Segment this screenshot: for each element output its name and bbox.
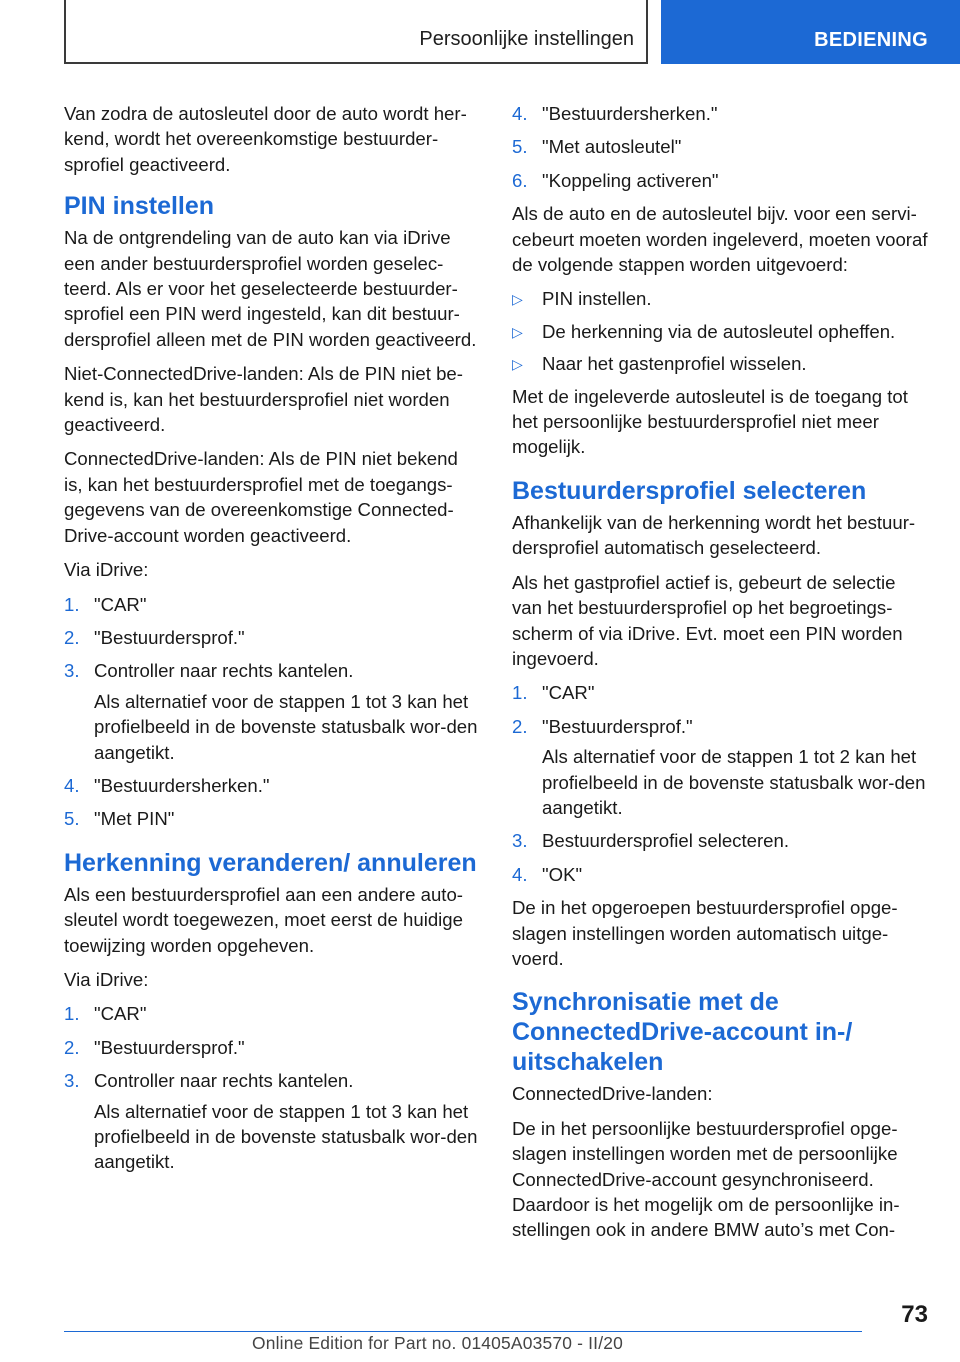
- step-number: 5.: [512, 136, 528, 158]
- step-number: 1.: [64, 1003, 80, 1025]
- pin-paragraph-3: ConnectedDrive-landen: Als de PIN niet bekend is, kan het bestuurdersprofiel met de toegangs-gegevens van de overeenkomstige Connected-Drive-account worden geactiveerd.: [64, 448, 458, 546]
- select-paragraph-1: Afhankelijk van de herkenning wordt het bestuur-dersprofiel automatisch geselecteerd.: [512, 511, 916, 559]
- select-paragraph-2: Als het gastprofiel actief is, gebeurt de selectie van het bestuurdersprofiel op het begroetings-scherm of via iDrive. Evt. moet een PIN worden ingevoerd.: [512, 571, 903, 669]
- service-paragraph-2: Met de ingeleverde autosleutel is de toegang tot het persoonlijke bestuurdersprofiel niet meer mogelijk.: [512, 385, 908, 458]
- pin-paragraph-2: Niet-ConnectedDrive-landen: Als de PIN niet be-kend is, kan het bestuurdersprofiel niet worden geactiveerd.: [64, 363, 463, 436]
- step-text: Bestuurdersprofiel selecteren.: [542, 830, 790, 852]
- via-idrive-label: Via iDrive:: [64, 968, 149, 990]
- sync-paragraph-1: ConnectedDrive-landen:: [512, 1083, 713, 1105]
- step-number: 4.: [64, 774, 80, 796]
- triangle-bullet-icon: ▷: [512, 291, 523, 308]
- steps-list: [64, 1001, 479, 1174]
- footer-divider: [64, 1331, 862, 1332]
- left-column: [64, 101, 479, 1183]
- right-column: [512, 101, 930, 1243]
- step-text: "Bestuurdersherken.": [94, 774, 270, 796]
- step-text: "Bestuurdersherken.": [542, 103, 718, 124]
- step-number: 3.: [64, 660, 80, 682]
- step-number: 2.: [64, 1036, 80, 1058]
- step-note: Als alternatief voor de stappen 1 tot 3 kan het profielbeeld in de bovenste statusbalk wor-den aangetikt.: [94, 1100, 478, 1173]
- step-number: 2.: [512, 715, 528, 737]
- list-item: [512, 714, 930, 821]
- step-text: "Met autosleutel": [542, 136, 682, 158]
- triangle-bullet-icon: ▷: [512, 356, 523, 373]
- list-item: [512, 351, 930, 376]
- select-paragraph-3: De in het opgeroepen bestuurdersprofiel opge-slagen instellingen worden automatisch uitge-voerd.: [512, 897, 898, 969]
- list-item: [512, 862, 930, 887]
- list-item: [512, 134, 930, 159]
- bullet-text: Naar het gastenprofiel wisselen.: [542, 353, 807, 375]
- chapter-tab-label: BEDIENING: [814, 29, 928, 51]
- change-paragraph: Als een bestuurdersprofiel aan een andere auto-sleutel wordt toegewezen, moet eerst de huidige toewijzing worden opgeheven.: [64, 883, 464, 956]
- steps-list: [64, 592, 479, 832]
- step-note: Als alternatief voor de stappen 1 tot 3 kan het profielbeeld in de bovenste statusbalk wor-den aangetikt.: [94, 690, 478, 763]
- sync-heading: Synchronisatie met de ConnectedDrive-account in-/ uitschakelen: [512, 988, 853, 1077]
- list-item: [512, 828, 930, 853]
- list-item: [512, 101, 930, 126]
- step-number: 5.: [64, 808, 80, 830]
- edition-footer: Online Edition for Part no. 01405A03570 - II/20: [252, 1333, 623, 1353]
- step-text: "Bestuurdersprof.": [94, 626, 245, 648]
- step-note: Als alternatief voor de stappen 1 tot 2 kan het profielbeeld in de bovenste statusbalk wor-den aangetikt.: [542, 746, 926, 818]
- triangle-bullet-icon: ▷: [512, 323, 523, 340]
- step-text: "CAR": [542, 682, 595, 704]
- step-text: "Met PIN": [94, 808, 175, 830]
- page-number: 73: [901, 1301, 928, 1328]
- list-item: [64, 1001, 479, 1026]
- running-header: [64, 0, 648, 64]
- step-number: 2.: [64, 626, 80, 648]
- step-text: "CAR": [94, 593, 147, 615]
- list-item: [512, 680, 930, 705]
- bullet-list: [512, 286, 930, 376]
- step-number: 3.: [512, 830, 528, 852]
- pin-heading: PIN instellen: [64, 192, 215, 221]
- list-item: [512, 319, 930, 344]
- list-item: [64, 773, 479, 798]
- sync-paragraph-2: De in het persoonlijke bestuurdersprofiel opge-slagen instellingen worden met de persoonlijke ConnectedDrive-account gesynchroniseerd. Daardoor is het mogelijk om de persoonlijke in-stellingen ook in andere BMW auto’s met Con-: [512, 1117, 900, 1241]
- step-text: "OK": [542, 863, 583, 885]
- step-text: "Bestuurdersprof.": [94, 1036, 245, 1058]
- list-item: [64, 1035, 479, 1060]
- step-text: "Bestuurdersprof.": [542, 715, 693, 737]
- step-number: 1.: [512, 682, 528, 704]
- step-text: Controller naar rechts kantelen.: [94, 660, 354, 682]
- bullet-text: PIN instellen.: [542, 288, 652, 310]
- via-idrive-label: Via iDrive:: [64, 559, 149, 581]
- step-text: "Koppeling activeren": [542, 169, 719, 191]
- step-number: 1.: [64, 593, 80, 615]
- bullet-text: De herkenning via de autosleutel opheffen.: [542, 320, 896, 342]
- list-item: [512, 286, 930, 311]
- step-text: Controller naar rechts kantelen.: [94, 1070, 354, 1092]
- steps-list: [512, 101, 930, 193]
- service-paragraph: Als de auto en de autosleutel bijv. voor een servi-cebeurt moeten worden ingeleverd, moeten vooraf de volgende stappen worden uitgevoerd:: [512, 203, 928, 276]
- list-item: [64, 625, 479, 650]
- select-heading: Bestuurdersprofiel selecteren: [512, 476, 867, 505]
- change-heading: Herkenning veranderen/ annuleren: [64, 848, 477, 877]
- step-number: 4.: [512, 863, 528, 885]
- pin-paragraph-1: Na de ontgrendeling van de auto kan via iDrive een ander bestuurdersprofiel worden geselec-teerd. Als er voor het geselecteerde bestuurder-sprofiel een PIN werd ingesteld, kan dit bestuur-dersprofiel alleen met de PIN worden geactiveerd.: [64, 227, 477, 350]
- section-title: Persoonlijke instellingen: [419, 28, 634, 50]
- list-item: [64, 1068, 479, 1175]
- steps-list: [512, 680, 930, 887]
- list-item: [64, 806, 479, 831]
- intro-paragraph: Van zodra de autosleutel door de auto wordt her-kend, wordt het overeenkomstige bestuurder-sprofiel geactiveerd.: [64, 103, 467, 175]
- chapter-tab: [661, 0, 960, 64]
- list-item: [512, 168, 930, 193]
- list-item: [64, 592, 479, 617]
- list-item: [64, 658, 479, 765]
- step-text: "CAR": [94, 1003, 147, 1025]
- step-number: 3.: [64, 1070, 80, 1092]
- step-number: 4.: [512, 103, 528, 124]
- step-number: 6.: [512, 169, 528, 191]
